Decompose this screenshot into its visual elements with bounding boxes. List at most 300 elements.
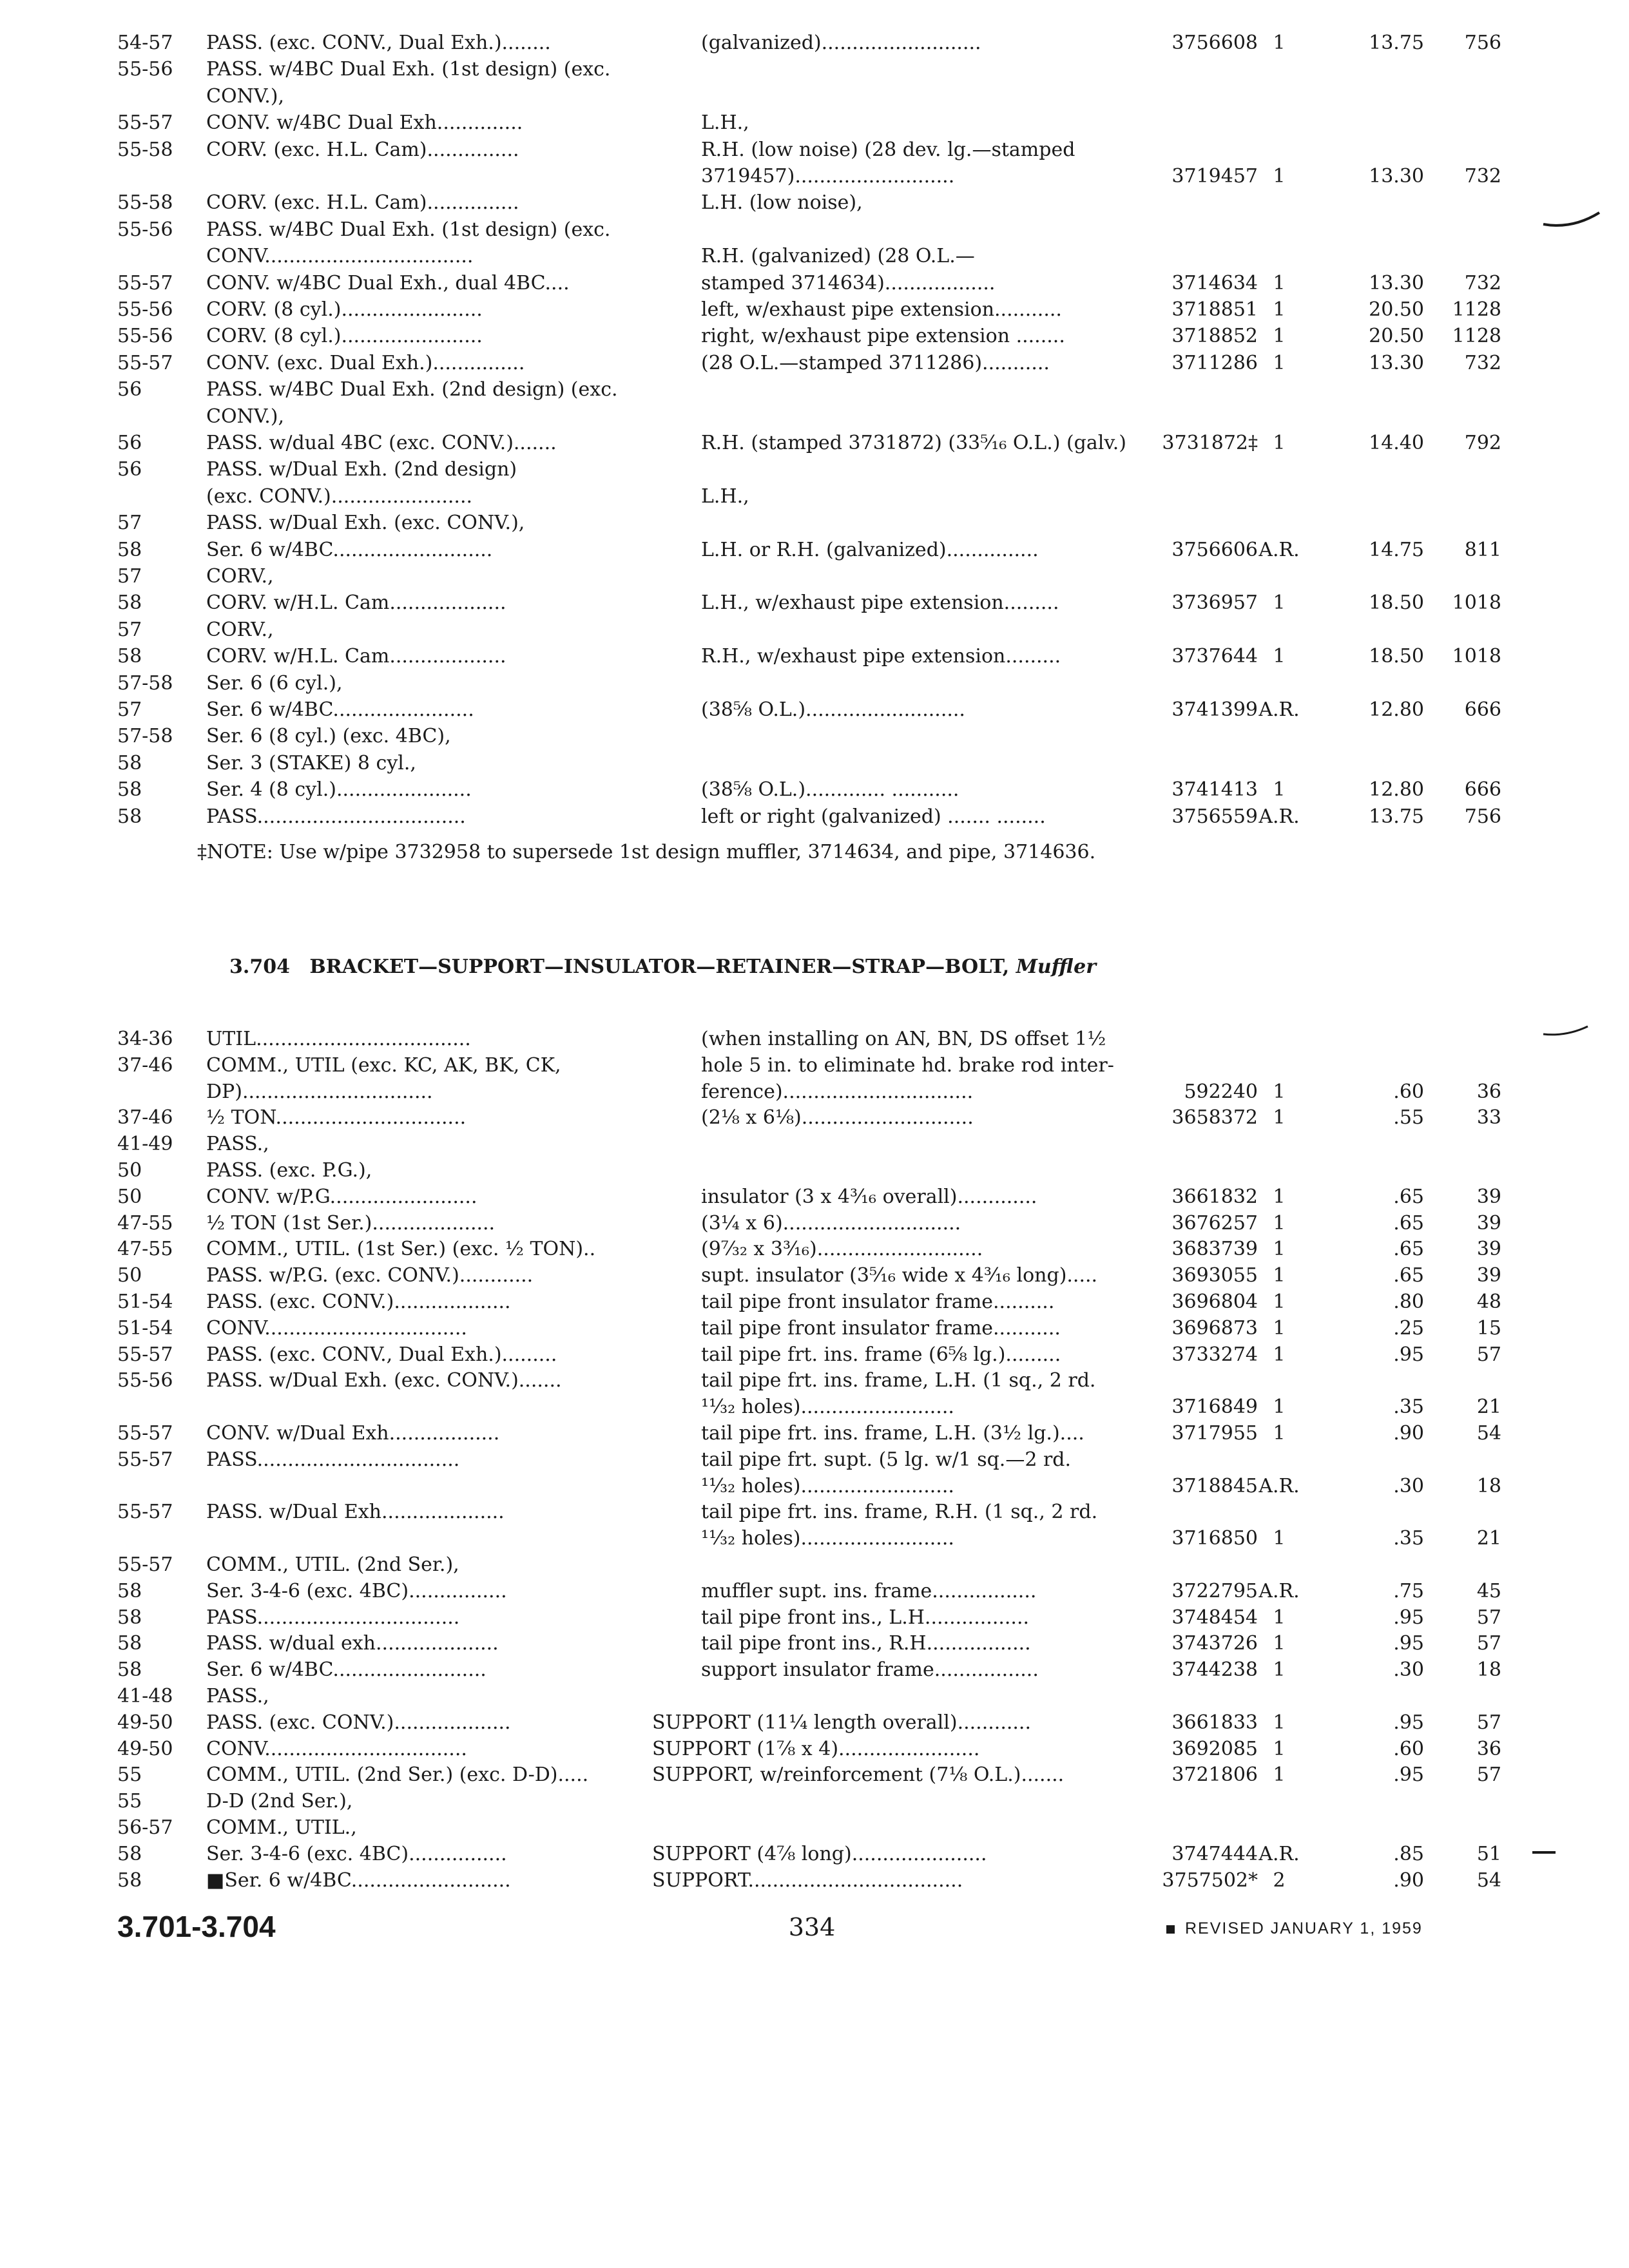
cell-amt: 15 [1476, 1316, 1501, 1340]
table-row [0, 750, 1629, 776]
cell-yr: 58 [117, 1579, 142, 1602]
cell-yr: 58 [117, 778, 142, 802]
table-row [0, 1131, 1629, 1157]
cell-yr: 58 [117, 805, 142, 828]
section-subtitle: Muffler [1016, 956, 1097, 978]
cell-yr: 58 [117, 538, 142, 561]
cell-price: .85 [1393, 1842, 1424, 1865]
table-row [0, 1657, 1629, 1683]
cell-yr: 55-57 [117, 111, 173, 135]
cell-yr: 51-54 [117, 1316, 173, 1340]
cell-spec: ¹¹⁄₃₂ holes)......................... [701, 1527, 954, 1550]
cell-desc: Ser. 6 (6 cyl.), [206, 671, 343, 695]
cell-yr: 51-54 [117, 1291, 173, 1313]
cell-yr: 58 [117, 1869, 142, 1892]
table-row [0, 296, 1629, 323]
cell-desc: Ser. 4 (8 cyl.)...................... [206, 778, 472, 802]
table-row [0, 1762, 1629, 1788]
cell-desc: (exc. CONV.)....................... [206, 485, 473, 508]
table-row [0, 1079, 1629, 1105]
cell-yr: 57-58 [117, 671, 173, 695]
cell-yr: 55-57 [117, 1501, 173, 1524]
cell-qty: A.R. [1258, 538, 1300, 561]
cell-spec: L.H., w/exhaust pipe extension......... [701, 591, 1059, 615]
table-row [0, 1210, 1629, 1236]
cell-desc: Ser. 3-4-6 (exc. 4BC)................ [206, 1842, 507, 1865]
table-row [0, 456, 1629, 483]
cell-price: .90 [1393, 1422, 1424, 1445]
table-row [0, 510, 1629, 536]
table-row [0, 1236, 1629, 1262]
cell-desc: COMM., UTIL., [206, 1816, 357, 1839]
cell-qty: 1 [1273, 1737, 1286, 1760]
cell-spec: tail pipe frt. supt. (5 lg. w/1 sq.—2 rd. [701, 1448, 1072, 1471]
table-row [0, 323, 1629, 349]
cell-qty: A.R. [1258, 1579, 1300, 1602]
table-row [0, 590, 1629, 616]
table-row [0, 1446, 1629, 1473]
cell-yr: 56 [117, 458, 142, 481]
cell-spec: L.H. or R.H. (galvanized)............... [701, 538, 1039, 561]
cell-amt: 39 [1476, 1211, 1501, 1235]
cell-part: 3736957 [1171, 591, 1258, 615]
table-row [0, 1499, 1629, 1525]
cell-desc: PASS. (exc. CONV., Dual Exh.)........ [206, 32, 551, 54]
cell-desc: PASS. w/Dual Exh.................... [206, 1501, 505, 1524]
cell-qty: 1 [1273, 271, 1286, 294]
cell-qty: 1 [1273, 325, 1286, 348]
cell-price: .65 [1393, 1185, 1424, 1208]
cell-spec: (3¼ x 6)............................. [701, 1211, 961, 1235]
cell-amt: 21 [1476, 1396, 1501, 1419]
table-row [0, 1420, 1629, 1446]
cell-amt: 39 [1476, 1264, 1501, 1287]
cell-yr: 56-57 [117, 1816, 173, 1839]
cell-amt: 39 [1476, 1185, 1501, 1208]
cell-part: 3718852 [1171, 325, 1258, 348]
cell-qty: 1 [1273, 432, 1286, 454]
cell-price: 12.80 [1369, 698, 1424, 721]
table-row [0, 1341, 1629, 1368]
cell-price: .95 [1393, 1763, 1424, 1787]
table-row [0, 1394, 1629, 1420]
cell-price: 13.75 [1369, 32, 1424, 54]
cell-desc: PASS................................. [206, 1448, 460, 1471]
table-row [0, 376, 1629, 403]
cell-yr: 58 [117, 591, 142, 615]
cell-price: 13.30 [1369, 351, 1424, 374]
cell-yr: 55-57 [117, 1553, 173, 1576]
cell-yr: 41-48 [117, 1685, 173, 1707]
cell-yr: 55-56 [117, 58, 173, 81]
cell-desc: ½ TON (1st Ser.).................... [206, 1211, 496, 1235]
cell-amt: 732 [1464, 165, 1501, 187]
cell-desc: PASS. (exc. P.G.), [206, 1159, 372, 1182]
cell-desc: CORV., [206, 565, 274, 588]
table-row [0, 563, 1629, 590]
cell-part: 3661833 [1171, 1711, 1258, 1734]
cell-qty: 1 [1273, 351, 1286, 374]
cell-desc: CORV. (exc. H.L. Cam)............... [206, 138, 519, 161]
cell-desc: PASS. w/Dual Exh. (2nd design) [206, 458, 517, 481]
cell-price: 18.50 [1369, 645, 1424, 668]
cell-price: 12.80 [1369, 778, 1424, 802]
cell-desc: CORV., [206, 618, 274, 641]
table-row [0, 270, 1629, 296]
cell-spec: tail pipe front ins., R.H................. [701, 1632, 1031, 1655]
cell-desc: CONV................................. [206, 1316, 467, 1340]
cell-desc: DP)............................... [206, 1080, 433, 1103]
cell-part: 592240 [1184, 1080, 1258, 1103]
cell-part: 3693055 [1171, 1264, 1258, 1287]
cell-yr: 58 [117, 751, 142, 774]
cell-price: .25 [1393, 1316, 1424, 1340]
cell-spec: tail pipe frt. ins. frame, L.H. (3½ lg.).... [701, 1422, 1084, 1445]
cell-amt: 666 [1464, 698, 1501, 721]
table-row [0, 1841, 1629, 1867]
cell-spec: tail pipe front ins., L.H................. [701, 1606, 1030, 1629]
cell-spec: ference)............................... [701, 1080, 974, 1103]
table-row [0, 56, 1629, 82]
cell-price: .65 [1393, 1211, 1424, 1235]
cell-price: 18.50 [1369, 591, 1424, 615]
cell-yr: 55-58 [117, 191, 173, 215]
cell-spec: tail pipe frt. ins. frame, L.H. (1 sq., 2 rd. [701, 1369, 1096, 1392]
section-number: 3.704 [229, 956, 290, 978]
cell-qty: 1 [1273, 1211, 1286, 1235]
table-row [0, 350, 1629, 376]
cell-spec: tail pipe front insulator frame.......... [701, 1291, 1055, 1313]
cell-yr: 56 [117, 432, 142, 454]
cell-price: .30 [1393, 1474, 1424, 1497]
table-row [0, 1026, 1629, 1052]
table-row [0, 1552, 1629, 1578]
table-row [0, 83, 1629, 110]
cell-qty: 1 [1273, 778, 1286, 802]
cell-spec: stamped 3714634).................. [701, 271, 996, 294]
cell-yr: 55-57 [117, 271, 173, 294]
table-row [0, 137, 1629, 163]
cell-spec: 3719457).......................... [701, 165, 955, 187]
cell-yr: 55-57 [117, 351, 173, 374]
cell-part: 3741413 [1171, 778, 1258, 802]
margin-dash-icon [1531, 1849, 1557, 1856]
cell-price: 20.50 [1369, 298, 1424, 321]
cell-part: 3741399 [1171, 698, 1258, 721]
cell-desc: CONV. w/4BC Dual Exh.............. [206, 111, 523, 135]
cell-yr: 49-50 [117, 1737, 173, 1760]
cell-spec: right, w/exhaust pipe extension ........ [701, 325, 1065, 348]
cell-price: 14.75 [1369, 538, 1424, 561]
table-row [0, 670, 1629, 697]
cell-spec: L.H., [701, 485, 749, 508]
cell-yr: 58 [117, 1658, 142, 1682]
cell-price: .30 [1393, 1658, 1424, 1682]
table-row [0, 803, 1629, 830]
cell-yr: 50 [117, 1159, 142, 1182]
cell-part: 3722795 [1171, 1579, 1258, 1602]
cell-part: 3717955 [1171, 1422, 1258, 1445]
cell-qty: 1 [1273, 645, 1286, 668]
cell-yr: 47-55 [117, 1211, 173, 1235]
cell-spec: (9⁷⁄₃₂ x 3³⁄₁₆)........................... [701, 1238, 983, 1261]
cell-desc: Ser. 6 (8 cyl.) (exc. 4BC), [206, 725, 451, 748]
table-row [0, 1289, 1629, 1315]
cell-part: 3714634 [1171, 271, 1258, 294]
table-row [0, 216, 1629, 243]
table-row [0, 776, 1629, 803]
table-row [0, 1262, 1629, 1289]
cell-qty: 1 [1273, 591, 1286, 615]
cell-part: 3696873 [1171, 1316, 1258, 1340]
cell-yr: 55-56 [117, 1369, 173, 1392]
cell-spec: tail pipe frt. ins. frame (6⅝ lg.)......... [701, 1343, 1061, 1366]
cell-amt: 1128 [1452, 298, 1501, 321]
cell-yr: 57-58 [117, 725, 173, 748]
cell-qty: 1 [1273, 1711, 1286, 1734]
table-row [0, 1578, 1629, 1604]
cell-spec: insulator (3 x 4³⁄₁₆ overall)............. [701, 1185, 1037, 1208]
cell-part: 3718851 [1171, 298, 1258, 321]
cell-spec: ¹¹⁄₃₂ holes)......................... [701, 1474, 954, 1497]
cell-qty: A.R. [1258, 698, 1300, 721]
cell-amt: 666 [1464, 778, 1501, 802]
cell-price: 13.30 [1369, 165, 1424, 187]
cell-part: 3756559 [1171, 805, 1258, 828]
cell-price: .35 [1393, 1396, 1424, 1419]
cell-qty: 2 [1273, 1869, 1286, 1892]
margin-pen-mark-icon [1540, 1021, 1592, 1041]
cell-yr: 55-56 [117, 218, 173, 241]
cell-desc: PASS., [206, 1133, 269, 1156]
cell-spec: (38⅝ O.L.).......................... [701, 698, 965, 721]
cell-desc: CORV. w/H.L. Cam................... [206, 591, 506, 615]
cell-yr: 58 [117, 645, 142, 668]
cell-part: 3737644 [1171, 645, 1258, 668]
cell-amt: 792 [1464, 432, 1501, 454]
cell-qty: A.R. [1258, 1474, 1300, 1497]
cell-yr: 55-58 [117, 138, 173, 161]
cell-desc: PASS. w/Dual Exh. (exc. CONV.), [206, 512, 525, 535]
cell-price: .55 [1393, 1106, 1424, 1129]
cell-amt: 39 [1476, 1238, 1501, 1261]
cell-spec: SUPPORT, w/reinforcement (7⅛ O.L.)....... [652, 1763, 1065, 1787]
cell-price: .65 [1393, 1238, 1424, 1261]
cell-spec: R.H. (low noise) (28 dev. lg.—stamped [701, 138, 1075, 161]
cell-amt: 1128 [1452, 325, 1501, 348]
cell-part: 3696804 [1171, 1291, 1258, 1313]
cell-part: 3716850 [1171, 1527, 1258, 1550]
cell-qty: 1 [1273, 1396, 1286, 1419]
cell-qty: 1 [1273, 1632, 1286, 1655]
cell-desc: PASS. w/dual 4BC (exc. CONV.)....... [206, 432, 557, 454]
cell-price: .95 [1393, 1632, 1424, 1655]
cell-desc: PASS................................. [206, 1606, 460, 1629]
cell-amt: 18 [1476, 1474, 1501, 1497]
cell-desc: PASS. (exc. CONV.)................... [206, 1291, 511, 1313]
cell-qty: A.R. [1258, 805, 1300, 828]
cell-qty: 1 [1273, 1606, 1286, 1629]
cell-desc: CORV. (8 cyl.)....................... [206, 298, 483, 321]
cell-spec: R.H., w/exhaust pipe extension......... [701, 645, 1061, 668]
cell-qty: 1 [1273, 165, 1286, 187]
cell-yr: 57 [117, 512, 142, 535]
cell-spec: tail pipe front insulator frame........... [701, 1316, 1061, 1340]
cell-desc: ■Ser. 6 w/4BC.......................... [206, 1869, 511, 1892]
revision-square-icon [1166, 1925, 1175, 1934]
cell-spec: (2⅛ x 6⅛)............................ [701, 1106, 974, 1129]
cell-yr: 57 [117, 618, 142, 641]
cell-desc: PASS. w/P.G. (exc. CONV.)............ [206, 1264, 534, 1287]
cell-price: .95 [1393, 1343, 1424, 1366]
cell-amt: 57 [1476, 1763, 1501, 1787]
cell-spec: left, w/exhaust pipe extension........... [701, 298, 1062, 321]
cell-spec: muffler supt. ins. frame................. [701, 1579, 1037, 1602]
cell-qty: 1 [1273, 298, 1286, 321]
cell-spec: ¹¹⁄₃₂ holes)......................... [701, 1396, 954, 1419]
cell-yr: 47-55 [117, 1238, 173, 1261]
cell-yr: 55-57 [117, 1343, 173, 1366]
cell-spec: SUPPORT (4⅞ long)...................... [652, 1842, 987, 1865]
cell-yr: 55-57 [117, 1448, 173, 1471]
table-row [0, 430, 1629, 456]
cell-desc: D-D (2nd Ser.), [206, 1790, 353, 1813]
cell-qty: 1 [1273, 1658, 1286, 1682]
cell-amt: 756 [1464, 805, 1501, 828]
cell-part: 3744238 [1171, 1658, 1258, 1682]
footer-revised [1166, 1917, 1423, 1940]
cell-desc: PASS. (exc. CONV.)................... [206, 1711, 511, 1734]
cell-amt: 57 [1476, 1632, 1501, 1655]
cell-amt: 33 [1476, 1106, 1501, 1129]
cell-qty: A.R. [1258, 1842, 1300, 1865]
cell-desc: PASS., [206, 1685, 269, 1707]
cell-yr: 56 [117, 378, 142, 401]
cell-qty: 1 [1273, 1238, 1286, 1261]
cell-amt: 756 [1464, 32, 1501, 54]
table-row [0, 1157, 1629, 1184]
cell-price: .80 [1393, 1291, 1424, 1313]
cell-spec: (38⅝ O.L.)............. ........... [701, 778, 959, 802]
cell-desc: CONV. w/Dual Exh.................. [206, 1422, 500, 1445]
table-row [0, 1630, 1629, 1657]
cell-desc: UTIL................................... [206, 1028, 471, 1050]
cell-desc: CONV. (exc. Dual Exh.)............... [206, 351, 525, 374]
cell-spec: left or right (galvanized) ....... ........ [701, 805, 1046, 828]
cell-part: 3756606 [1171, 538, 1258, 561]
cell-amt: 36 [1476, 1080, 1501, 1103]
cell-part: 3721806 [1171, 1763, 1258, 1787]
table-row [0, 1367, 1629, 1394]
section-title-text: BRACKET—SUPPORT—INSULATOR—RETAINER—STRAP—BOLT, [309, 956, 1010, 978]
cell-desc: CONV.), [206, 405, 284, 428]
cell-desc: COMM., UTIL. (2nd Ser.) (exc. D-D)..... [206, 1763, 589, 1787]
cell-amt: 48 [1476, 1291, 1501, 1313]
table-row [0, 1473, 1629, 1499]
cell-spec: supt. insulator (3⁵⁄₁₆ wide x 4³⁄₁₆ long)..... [701, 1264, 1098, 1287]
cell-qty: 1 [1273, 1343, 1286, 1366]
table-row [0, 1184, 1629, 1210]
footer-revised-text: REVISED JANUARY 1, 1959 [1185, 1919, 1423, 1937]
table-row [0, 537, 1629, 563]
table-row [0, 723, 1629, 749]
cell-amt: 36 [1476, 1737, 1501, 1760]
cell-spec: (galvanized).......................... [701, 32, 981, 54]
cell-amt: 18 [1476, 1658, 1501, 1682]
cell-price: .90 [1393, 1869, 1424, 1892]
cell-yr: 55 [117, 1763, 142, 1787]
cell-price: 14.40 [1369, 432, 1424, 454]
cell-price: .60 [1393, 1737, 1424, 1760]
cell-spec: SUPPORT................................... [652, 1869, 963, 1892]
cell-amt: 732 [1464, 271, 1501, 294]
cell-amt: 54 [1476, 1869, 1501, 1892]
table-row [0, 617, 1629, 643]
cell-yr: 37-46 [117, 1053, 173, 1077]
cell-part: 3748454 [1171, 1606, 1258, 1629]
cell-spec: R.H. (stamped 3731872) (33⁵⁄₁₆ O.L.) (galv.) [701, 432, 1126, 454]
cell-price: .35 [1393, 1527, 1424, 1550]
cell-amt: 732 [1464, 351, 1501, 374]
cell-amt: 21 [1476, 1527, 1501, 1550]
cell-desc: COMM., UTIL (exc. KC, AK, BK, CK, [206, 1053, 561, 1077]
cell-amt: 57 [1476, 1711, 1501, 1734]
table-row [0, 697, 1629, 723]
cell-amt: 51 [1476, 1842, 1501, 1865]
cell-amt: 57 [1476, 1343, 1501, 1366]
cell-yr: 57 [117, 698, 142, 721]
cell-yr: 58 [117, 1842, 142, 1865]
cell-price: .65 [1393, 1264, 1424, 1287]
table-row [0, 30, 1629, 56]
cell-desc: CONV.................................. [206, 245, 474, 268]
cell-desc: PASS. w/Dual Exh. (exc. CONV.)....... [206, 1369, 562, 1392]
cell-desc: PASS. w/dual exh.................... [206, 1632, 499, 1655]
table-row [0, 643, 1629, 669]
cell-amt: 54 [1476, 1422, 1501, 1445]
cell-desc: CONV. w/4BC Dual Exh., dual 4BC.... [206, 271, 570, 294]
cell-qty: 1 [1273, 1422, 1286, 1445]
cell-amt: 1018 [1452, 591, 1501, 615]
cell-desc: ½ TON............................... [206, 1106, 467, 1129]
cell-part: 3661832 [1171, 1185, 1258, 1208]
cell-yr: 50 [117, 1264, 142, 1287]
cell-qty: 1 [1273, 32, 1286, 54]
cell-part: 3683739 [1171, 1238, 1258, 1261]
cell-amt: 811 [1464, 538, 1501, 561]
cell-price: .95 [1393, 1711, 1424, 1734]
cell-part: 3733274 [1171, 1343, 1258, 1366]
table-row [0, 1709, 1629, 1736]
table-row [0, 110, 1629, 136]
cell-yr: 41-49 [117, 1133, 173, 1156]
cell-qty: 1 [1273, 1527, 1286, 1550]
cell-desc: CONV. w/P.G........................ [206, 1185, 477, 1208]
cell-yr: 55-57 [117, 1422, 173, 1445]
cell-spec: support insulator frame................. [701, 1658, 1039, 1682]
cell-desc: CONV................................. [206, 1737, 467, 1760]
supersede-note: ‡NOTE: Use w/pipe 3732958 to supersede 1st design muffler, 3714634, and pipe, 3714636. [197, 841, 1096, 863]
cell-part: 3743726 [1171, 1632, 1258, 1655]
cell-yr: 34-36 [117, 1028, 173, 1050]
cell-spec: tail pipe frt. ins. frame, R.H. (1 sq., 2 rd. [701, 1501, 1098, 1524]
cell-yr: 37-46 [117, 1106, 173, 1129]
cell-part: 3757502* [1162, 1869, 1258, 1892]
footer-page-number: 334 [788, 1913, 836, 1941]
cell-qty: 1 [1273, 1316, 1286, 1340]
cell-qty: 1 [1273, 1763, 1286, 1787]
cell-part: 3692085 [1171, 1737, 1258, 1760]
